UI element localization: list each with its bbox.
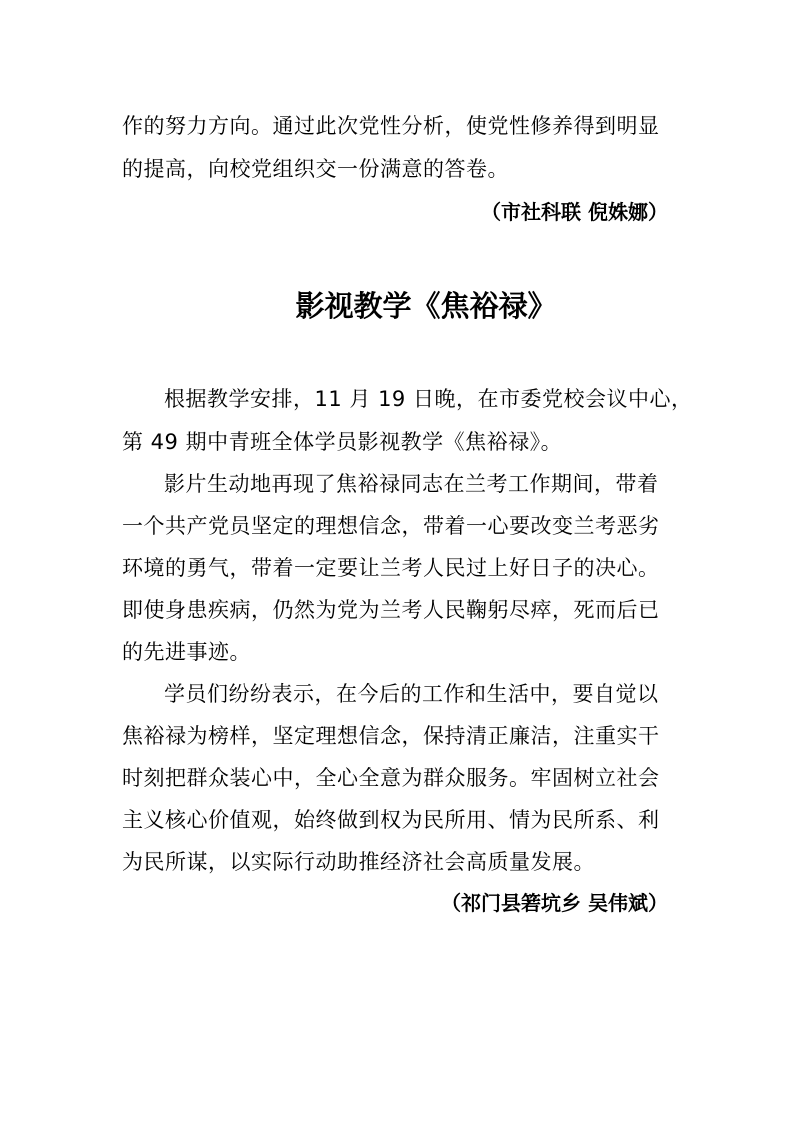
author-signature: （祁门县箬坑乡 吴伟斌） — [441, 891, 668, 915]
paragraph-line: 为民所谋，以实际行动助推经济社会高质量发展。 — [122, 850, 595, 874]
paragraph-line: 第 49 期中青班全体学员影视教学《焦裕禄》。 — [122, 430, 563, 454]
author-signature: （市社科联 倪姝娜） — [481, 200, 668, 224]
paragraph-line: 环境的勇气，带着一定要让兰考人民过上好日子的决心。 — [122, 556, 660, 580]
paragraph-line: 时刻把群众装心中，全心全意为群众服务。牢固树立社会 — [122, 766, 660, 790]
paragraph-line: 即使身患疾病，仍然为党为兰考人民鞠躬尽瘁，死而后已 — [122, 598, 660, 622]
paragraph-line: 根据教学安排，11 月 19 日晚，在市委党校会议中心， — [164, 387, 693, 411]
paragraph-line: 作的努力方向。通过此次党性分析，使党性修养得到明显 — [122, 114, 660, 138]
paragraph-line: 影片生动地再现了焦裕禄同志在兰考工作期间，带着 — [164, 472, 659, 496]
paragraph-line: 学员们纷纷表示，在今后的工作和生活中，要自觉以 — [164, 682, 659, 706]
paragraph-line: 主义核心价值观，始终做到权为民所用、情为民所系、利 — [122, 808, 660, 832]
paragraph-line: 一个共产党员坚定的理想信念，带着一心要改变兰考恶劣 — [122, 514, 660, 538]
paragraph-line: 的提高，向校党组织交一份满意的答卷。 — [122, 157, 509, 181]
paragraph-line: 的先进事迹。 — [122, 640, 251, 664]
article-title: 影视教学《焦裕禄》 — [295, 289, 557, 323]
paragraph-line: 焦裕禄为榜样，坚定理想信念，保持清正廉洁，注重实干 — [122, 724, 660, 748]
